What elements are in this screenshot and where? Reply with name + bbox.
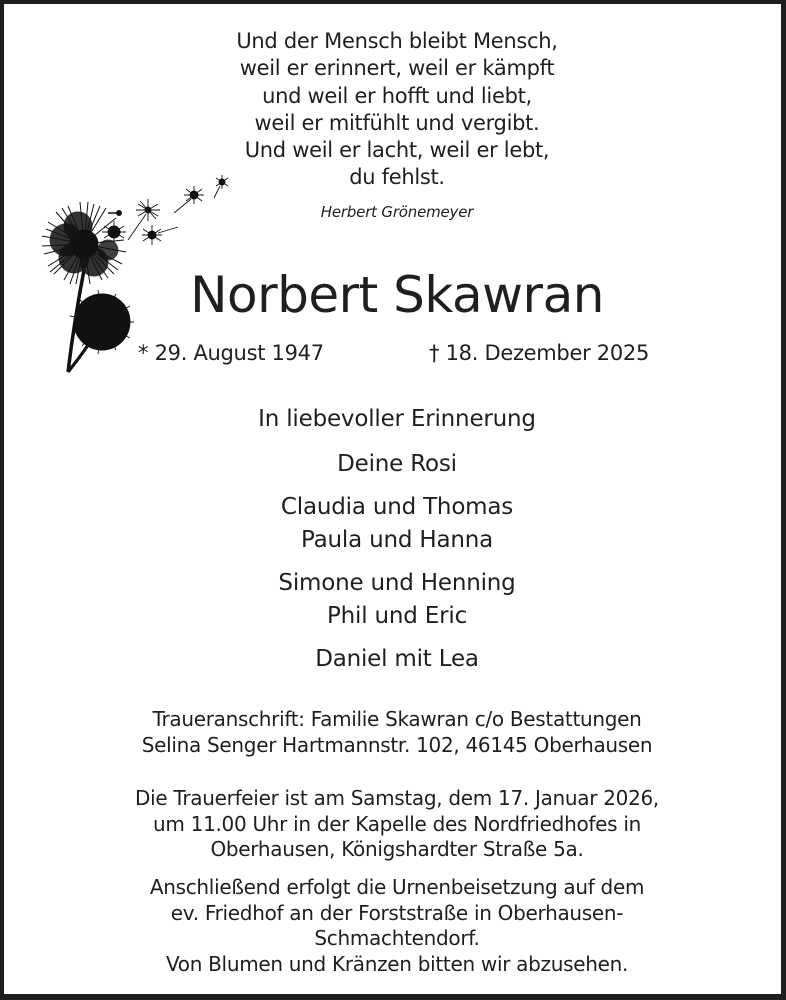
address-line: Traueranschrift: Familie Skawran c/o Bestattungen bbox=[152, 707, 642, 731]
mourner-line: Simone und Henning bbox=[278, 570, 516, 596]
poem-line: du fehlst. bbox=[349, 165, 445, 190]
mourner-line: Daniel mit Lea bbox=[315, 646, 479, 672]
poem-line: und weil er hofft und liebt, bbox=[262, 83, 532, 108]
burial-line: ev. Friedhof an der Forststraße in Oberhausen- bbox=[170, 900, 624, 925]
death-date: † 18. Dezember 2025 bbox=[429, 341, 650, 365]
burial-line: Von Blumen und Kränzen bitten wir abzusehen. bbox=[165, 951, 629, 976]
ceremony-line: Oberhausen, Königshardter Straße 5a. bbox=[210, 837, 584, 861]
poem-line: Und weil er lacht, weil er lebt, bbox=[244, 138, 550, 163]
burial-line: Schmachtendorf. bbox=[314, 926, 480, 950]
ceremony-line: Die Trauerfeier ist am Samstag, dem 17. Januar 2026, bbox=[134, 786, 659, 810]
burial-info bbox=[4, 875, 786, 977]
ceremony-info bbox=[4, 786, 786, 863]
deceased-name: Norbert Skawran bbox=[190, 266, 604, 324]
poem-line: weil er mitfühlt und vergibt. bbox=[254, 110, 540, 135]
poem bbox=[4, 28, 786, 192]
address-line: Selina Senger Hartmannstr. 102, 46145 Oberhausen bbox=[141, 732, 653, 757]
mourner-line: Claudia und Thomas bbox=[280, 494, 514, 520]
mourning-address bbox=[4, 707, 786, 758]
poem-line: weil er erinnert, weil er kämpft bbox=[239, 56, 555, 81]
mourner-line: Phil und Eric bbox=[326, 603, 468, 629]
mourner-line: Deine Rosi bbox=[337, 451, 457, 477]
mourners-intro: In liebevoller Erinnerung bbox=[258, 406, 536, 432]
mourner-line: Paula und Hanna bbox=[300, 527, 493, 553]
burial-line: Anschließend erfolgt die Urnenbeisetzung auf dem bbox=[149, 875, 645, 899]
poem-author: Herbert Grönemeyer bbox=[320, 203, 474, 221]
ceremony-line: um 11.00 Uhr in der Kapelle des Nordfriedhofes in bbox=[153, 811, 641, 836]
birth-date: * 29. August 1947 bbox=[138, 341, 324, 365]
poem-line: Und der Mensch bleibt Mensch, bbox=[236, 29, 558, 53]
